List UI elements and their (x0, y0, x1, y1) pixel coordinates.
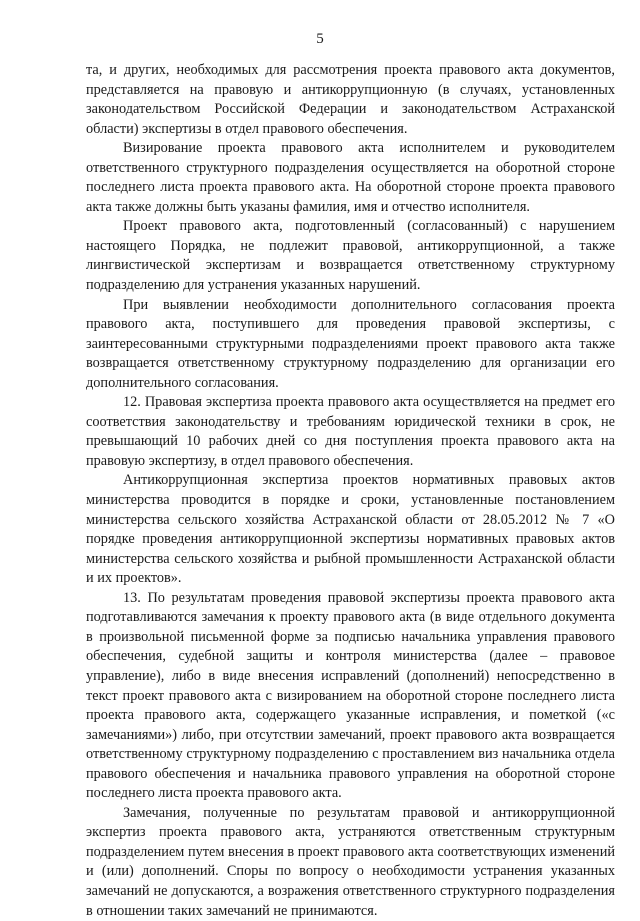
paragraph-continuation: та, и других, необходимых для рассмотрения проекта правового акта документов, представляется на правовую и антикоррупционную (в случаях, установленных законодательством Российской Федерации и законодательством Астраханской области) экспертизы в отдел правового обеспечения. (86, 62, 615, 137)
paragraph-item-12: 12. Правовая экспертиза проекта правового акта осуществляется на предмет его соответствия законодательству и требованиям юридической техники в срок, не превышающий 10 рабочих дней со дня поступления проекта правового акта на правовую экспертизу, в отдел правового обеспечения. (86, 394, 615, 469)
paragraph-item-13: 13. По результатам проведения правовой экспертизы проекта правового акта подготавливаются замечания к проекту правового акта (в виде отдельного документа в произвольной письменной форме за подписью начальника управления правового обеспечения, судебной защиты и контроля министерства (далее – правовое управление), либо в виде внесения исправлений (дополнений) непосредственно в текст проект правового акта с визированием на оборотной стороне последнего листа проекта правового акта, содержащего указанные исправления, и пометкой («с замечаниями») либо, при отсутствии замечаний, проект правового акта возвращается ответственному структурному подразделению с проставлением виз начальника отдела правового обеспечения и начальника правового управления на оборотной стороне последнего листа проекта правового акта. (86, 589, 615, 802)
paragraph-anticorruption: Антикоррупционная экспертиза проектов нормативных правовых актов министерства проводится в порядке и сроки, установленные постановлением министерства сельского хозяйства Астраханской области от 28.05.2012 № 7 «О порядке проведения антикоррупционной экспертизы нормативных правовых актов министерства сельского хозяйства и рыбной промышленности Астраханской области и их проектов». (86, 472, 615, 587)
paragraph-visa: Визирование проекта правового акта исполнителем и руководителем ответственного структурного подразделения осуществляется на оборотной стороне последнего листа проекта правового акта. На оборотной стороне проекта правового акта также должны быть указаны фамилия, имя и отчество исполнителя. (86, 140, 615, 215)
paragraph-additional-approval: При выявлении необходимости дополнительного согласования проекта правового акта, поступившего для проведения правовой экспертизы, с заинтересованными структурными подразделениями проект правового акта также возвращается ответственному структурному подразделению для организации его дополнительного согласования. (86, 296, 615, 391)
page-number: 5 (316, 31, 324, 47)
paragraph-violation: Проект правового акта, подготовленный (согласованный) с нарушением настоящего Порядка, не подлежит правовой, антикоррупционной, а также лингвистической экспертизам и возвращается ответственному структурному подразделению для устранения указанных нарушений. (86, 218, 615, 294)
paragraph-remarks: Замечания, полученные по результатам правовой и антикоррупционной экспертиз проекта правового акта, устраняются ответственным структурным подразделением путем внесения в проект правового акта соответствующих изменений и (или) дополнений. Споры по вопросу о необходимости устранения указанных замечаний не допускаются, а возражения ответственного структурного подразделения в отношении таких замечаний не принимаются. (86, 804, 615, 919)
document-body (86, 61, 615, 921)
